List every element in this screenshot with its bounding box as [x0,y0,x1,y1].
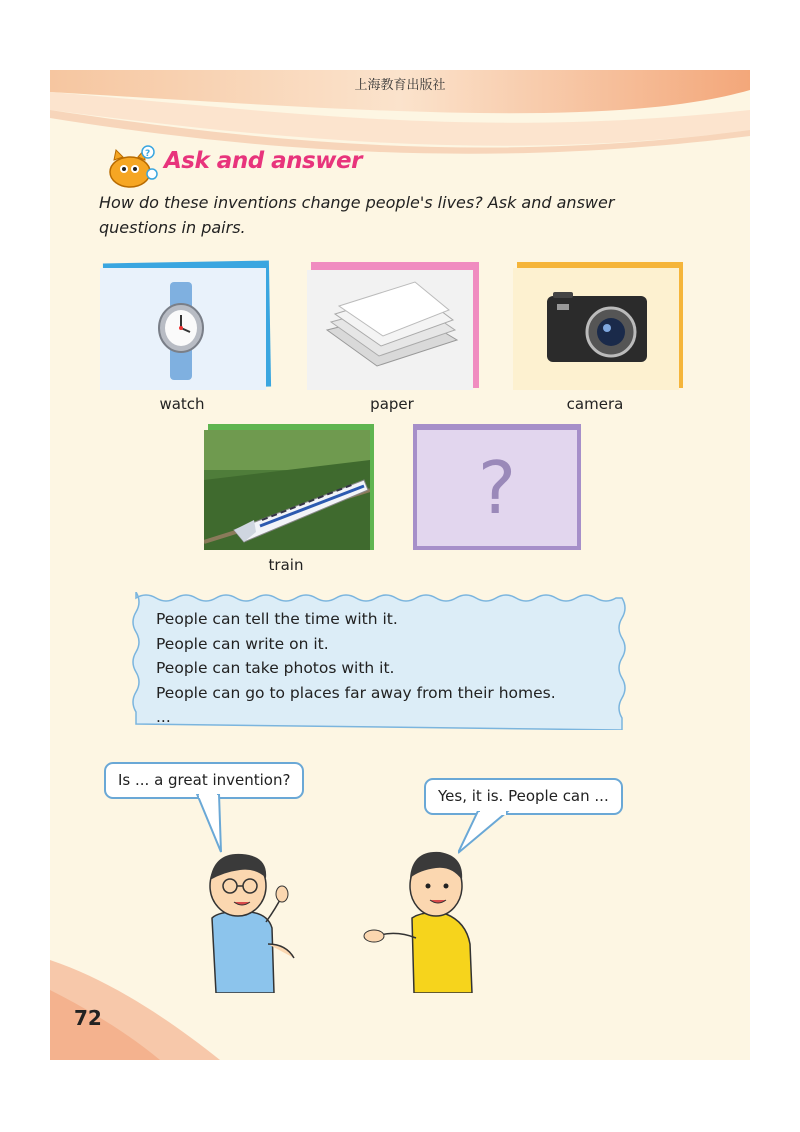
sentence-line: People can take photos with it. [156,659,395,677]
sentence-list [156,607,636,730]
paper-stack-icon [307,270,473,390]
caption-paper: paper [370,395,414,413]
picture-paper [307,262,481,390]
caption-camera: camera [566,395,624,413]
picture-mystery [413,424,583,552]
instructions-text: How do these inventions change people's lives? Ask and answer questions in pairs. [99,193,615,237]
bubble-tail [195,794,235,854]
answer-bubble: Yes, it is. People can ... [424,778,623,815]
question-mark-icon: ? [477,446,517,530]
textbook-page [50,70,750,1060]
watch-icon [100,268,266,390]
caption-watch: watch [159,395,205,413]
picture-watch [100,262,272,390]
svg-text:?: ? [145,149,151,159]
caption-train: train [268,556,304,574]
section-title: Ask and answer [164,148,362,174]
boy-in-yellow-illustration [360,848,480,993]
sentence-line: People can go to places far away from their homes. [156,683,556,702]
boy-with-glasses-illustration [190,848,310,993]
sentence-line: People can write on it. [156,634,329,653]
question-bubble: Is ... a great invention? [104,762,304,799]
train-icon [204,430,370,550]
picture-train [204,424,376,552]
page-number: 72 [74,1006,102,1030]
camera-icon [513,268,679,390]
sentence-line: People can tell the time with it. [156,610,398,628]
picture-camera [513,262,685,390]
publisher-name: 上海教育出版社 [354,78,446,93]
cat-mascot-icon [102,142,162,190]
sentence-line: ... [156,708,171,726]
section-heading [102,142,362,190]
